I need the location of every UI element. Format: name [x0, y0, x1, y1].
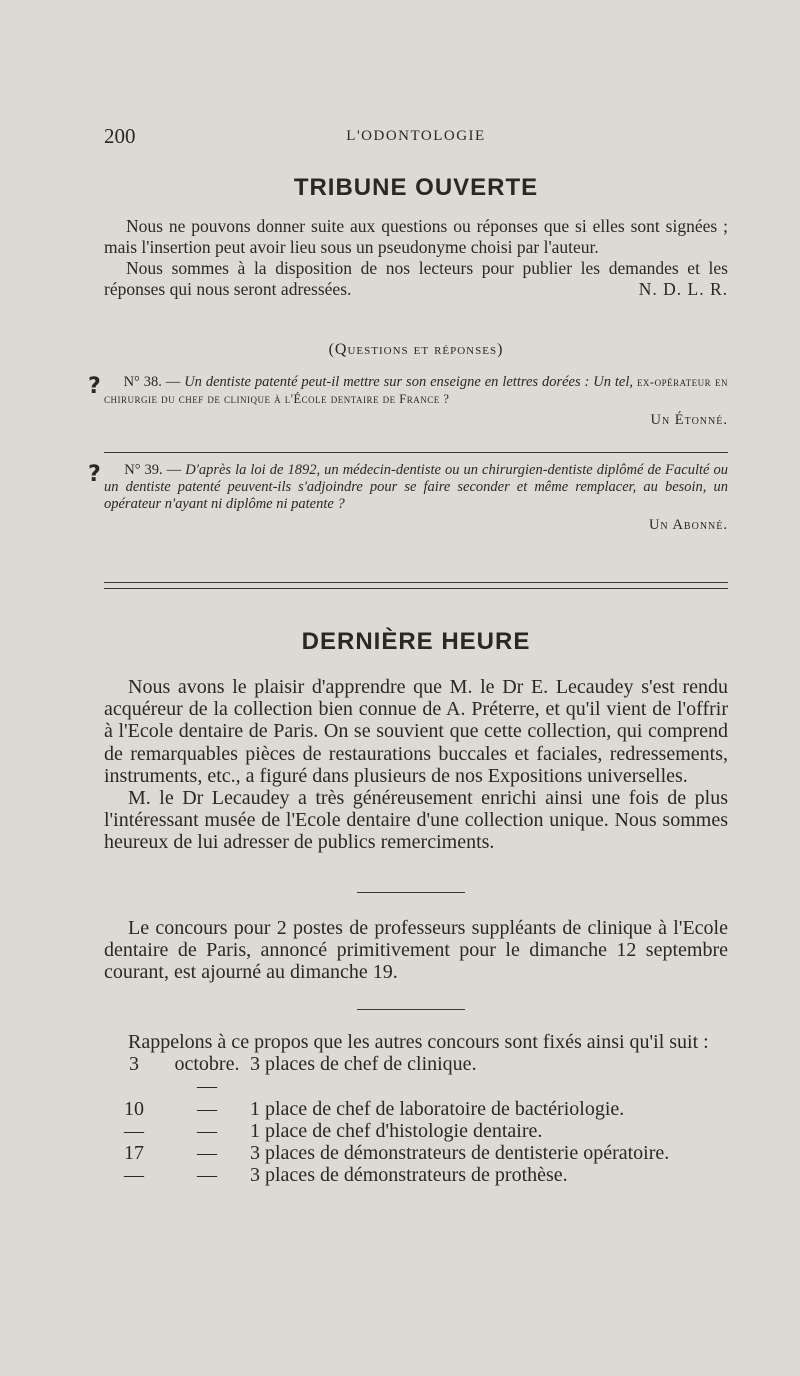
question-38-signature: Un Étonné. — [650, 412, 728, 428]
question-mark-icon: ? — [88, 462, 101, 487]
schedule-month: — — [197, 1164, 217, 1187]
page-number: 200 — [104, 124, 136, 148]
question-38-text: Un dentiste patenté peut-il mettre sur son enseigne en lettres dorées : Un tel, — [184, 374, 637, 390]
question-39-text: D'après la loi de 1892, un médecin-dentiste ou un chirurgien-dentiste diplômé de Faculté ou un dentiste patenté peuvent-ils s'adjoindre pour se faire seconder et même remplacer, au besoin, un opérateur n'ayant ni diplôme ni patente ? — [104, 462, 729, 512]
divider — [104, 452, 728, 453]
schedule-desc: 1 place de chef de laboratoire de bactériologie. — [250, 1097, 625, 1120]
question-38-body — [104, 374, 728, 408]
schedule-row — [104, 1098, 728, 1120]
lecaudey-para-1: Nous avons le plaisir d'apprendre que M. le Dr E. Lecaudey s'est rendu acquéreur de la collection bien connue de A. Préterre, et qu'il vient de l'offrir à l'Ecole dentaire de Paris. On se souvient que cette collection, qui comprend de remarquables pièces de restaurations buccales et faciales, redressements, instruments, etc., a figuré dans plusieurs de nos Expositions universelles. — [104, 676, 728, 787]
schedule-day: 17 — [124, 1142, 144, 1165]
question-38-number: N° 38. — — [123, 374, 185, 390]
schedule-desc: 3 places de démonstrateurs de dentisterie opératoire. — [250, 1142, 670, 1165]
tribune-para-1: Nous ne pouvons donner suite aux questions ou réponses que si elles sont signées ; mais l'insertion peut avoir lieu sous un pseudonyme choisi par l'auteur. — [104, 216, 728, 257]
schedule-row — [104, 1142, 728, 1164]
question-38 — [88, 374, 729, 429]
schedule-desc: 1 place de chef d'histologie dentaire. — [250, 1119, 543, 1142]
schedule-desc: 3 places de démonstrateurs de prothèse. — [250, 1164, 568, 1187]
qa-section-label: (Questions et réponses) — [328, 341, 504, 358]
lecaudey-para-2: M. le Dr Lecaudey a très généreusement enrichi ainsi une fois de plus l'intéressant musée de l'Ecole dentaire d'une collection unique. Nous sommes heureux de lui adresser de publics remerciments. — [104, 787, 728, 854]
tribune-para-2 — [104, 258, 728, 300]
schedule-day: — — [124, 1119, 144, 1142]
schedule-day: — — [124, 1164, 144, 1187]
derniere-paragraphs — [104, 676, 728, 854]
schedule-month: — — [197, 1119, 217, 1142]
running-title: L'ODONTOLOGIE — [346, 128, 486, 144]
schedule-month: — — [197, 1097, 217, 1120]
question-39-signature: Un Abonné. — [648, 517, 728, 533]
schedule-month: octobre. — — [174, 1053, 240, 1098]
question-39-body — [104, 462, 728, 513]
tribune-title: TRIBUNE OUVERTE — [293, 174, 539, 201]
derniere-heure-title: DERNIÈRE HEURE — [301, 628, 531, 655]
schedule-row — [104, 1164, 728, 1186]
section-double-rule — [104, 582, 728, 589]
tribune-intro — [104, 216, 728, 300]
concours-schedule — [104, 1031, 728, 1186]
question-mark-icon: ? — [88, 374, 101, 399]
question-38-caps: ex-opérateur en chirurgie du chef de clinique à l'École dentaire de France ? — [104, 375, 729, 406]
schedule-row — [104, 1053, 728, 1097]
schedule-row — [104, 1120, 728, 1142]
schedule-month: — — [197, 1142, 217, 1165]
question-39 — [88, 462, 729, 534]
schedule-day: 3 — [129, 1053, 139, 1076]
short-divider — [357, 1009, 465, 1010]
page-header — [104, 124, 728, 152]
tribune-para-2-text: Nous sommes à la disposition de nos lecteurs pour publier les demandes et les réponses qui nous seront adressées. — [104, 258, 728, 299]
concours-paragraph — [104, 917, 728, 984]
editor-signature: N. D. L. R. — [638, 279, 728, 299]
schedule-desc: 3 places de chef de clinique. — [250, 1053, 477, 1076]
question-39-number: N° 39. — — [124, 462, 186, 478]
schedule-day: 10 — [124, 1097, 144, 1120]
concours-para: Le concours pour 2 postes de professeurs suppléants de clinique à l'Ecole dentaire de Paris, annoncé primitivement pour le dimanche 12 septembre courant, est ajourné au dimanche 19. — [104, 917, 728, 984]
schedule-intro: Rappelons à ce propos que les autres concours sont fixés ainsi qu'il suit : — [128, 1031, 709, 1053]
short-divider — [357, 892, 465, 893]
